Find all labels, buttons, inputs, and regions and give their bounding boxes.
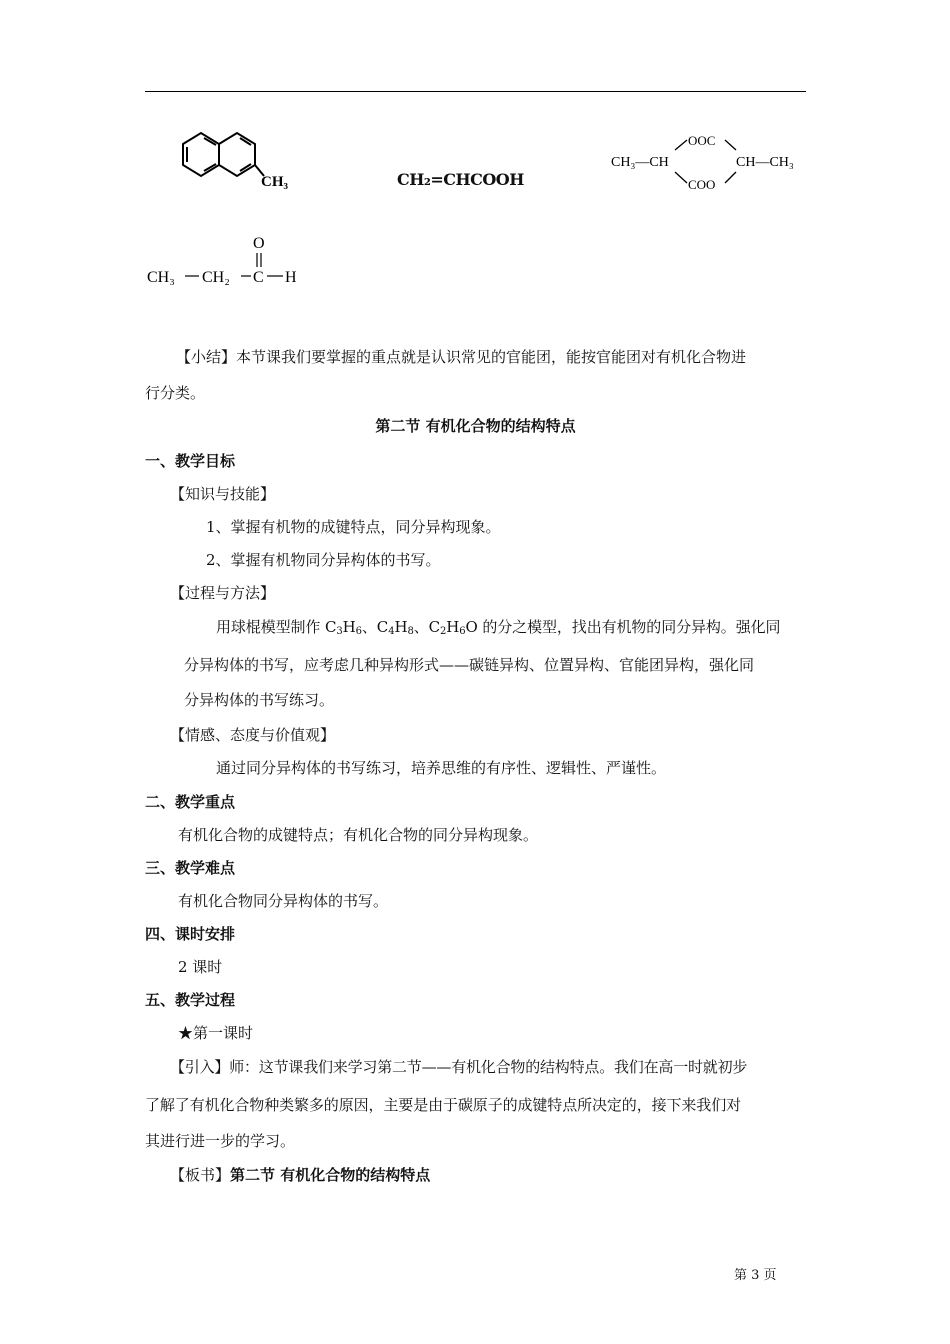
lactide-bottom-link: COO: [688, 177, 716, 192]
propanal-ch2: CH₂: [202, 269, 230, 286]
knowledge-heading: 【知识与技能】: [170, 485, 276, 503]
summary-line-1: 【小结】本节课我们要掌握的重点就是认识常见的官能团，能按官能团对有机化合物进: [176, 348, 747, 366]
process-heading: 【过程与方法】: [170, 584, 276, 602]
header-rule: [145, 91, 806, 92]
lesson-one-label: ★第一课时: [178, 1024, 254, 1042]
key-points-text: 有机化合物的成键特点；有机化合物的同分异构现象。: [178, 826, 539, 844]
board-label: 【板书】: [170, 1166, 231, 1184]
acrylic-acid-formula: CH₂=CHCOOH: [397, 170, 524, 189]
schedule-text: 2 课时: [178, 958, 223, 976]
difficulties-text: 有机化合物同分异构体的书写。: [178, 892, 389, 910]
emotion-text: 通过同分异构体的书写练习，培养思维的有序性、逻辑性、严谨性。: [216, 759, 667, 777]
methyl-group-label: CH₃: [261, 174, 288, 190]
schedule-heading: 四、课时安排: [145, 925, 236, 943]
board-text: 第二节 有机化合物的结构特点: [230, 1166, 431, 1184]
propanal-h: H: [285, 269, 297, 286]
difficulties-heading: 三、教学难点: [145, 859, 236, 877]
process-line-2: 分异构体的书写，应考虑几种异构形式——碳链异构、位置异构、官能团异构，强化同: [184, 656, 755, 674]
section-title: 第二节 有机化合物的结构特点: [375, 417, 576, 435]
propanal-ch3: CH₃: [147, 269, 175, 286]
lactide-right-group: CH—CH₃: [736, 155, 794, 170]
key-points-heading: 二、教学重点: [145, 793, 236, 811]
knowledge-item-1: 1、掌握有机物的成键特点，同分异构现象。: [206, 518, 501, 536]
propanal-c: C: [253, 269, 264, 286]
goals-heading: 一、教学目标: [145, 452, 236, 470]
propanal-structure: [145, 232, 305, 292]
knowledge-item-2: 2、掌握有机物同分异构体的书写。: [206, 551, 441, 569]
process-line-1: 用球棍模型制作 $C_3H_6$、$C_4H_8$、$C_2H_6O$ 的分之模型，找出有机物的同分异构。强化同: [216, 618, 781, 637]
intro-line-3: 其进行进一步的学习。: [145, 1132, 296, 1150]
board-note: [170, 1165, 430, 1185]
lactide-left-group: CH₃—CH: [611, 155, 669, 170]
intro-line-2: 了解了有机化合物种类繁多的原因，主要是由于碳原子的成键特点所决定的，接下来我们对: [145, 1096, 742, 1114]
summary-line-2: 行分类。: [145, 384, 206, 402]
process-section-heading: 五、教学过程: [145, 991, 236, 1009]
methylnaphthalene-structure: [172, 118, 302, 200]
lactide-structure: [608, 128, 808, 198]
intro-line-1: 【引入】师：这节课我们来学习第二节——有机化合物的结构特点。我们在高一时就初步: [170, 1058, 748, 1076]
page-number: 第 3 页: [734, 1268, 777, 1283]
propanal-o: O: [253, 235, 265, 252]
emotion-heading: 【情感、态度与价值观】: [170, 726, 336, 744]
process-line-3: 分异构体的书写练习。: [184, 691, 335, 709]
lactide-top-link: OOC: [688, 133, 716, 148]
